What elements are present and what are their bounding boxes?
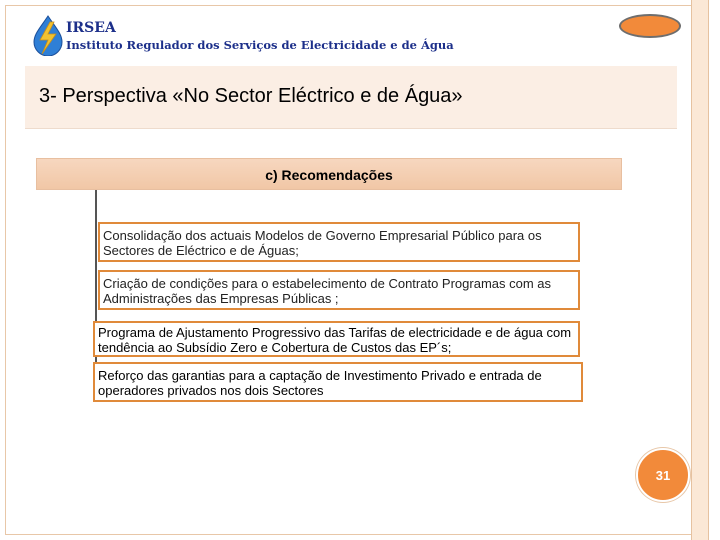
brand-name: IRSEA	[66, 20, 116, 36]
slide-side-strip	[691, 0, 709, 540]
brand-full-name: Instituto Regulador dos Serviços de Electricidade e de Água	[66, 38, 454, 52]
title-band	[25, 66, 677, 129]
slide-title: 3- Perspectiva «No Sector Eléctrico e de Água»	[39, 85, 463, 107]
decorative-oval	[619, 14, 681, 38]
section-label: c) Recomendações	[265, 167, 393, 183]
irsea-logo-icon	[28, 14, 68, 56]
recommendation-item: Reforço das garantias para a captação de Investimento Privado e entrada de operadores privados nos dois Sectores	[93, 362, 583, 402]
recommendation-item: Criação de condições para o estabelecimento de Contrato Programas com as Administrações das Empresas Públicas ;	[98, 270, 580, 310]
page-number-badge: 31	[636, 448, 690, 502]
section-header	[36, 158, 622, 190]
recommendation-item: Consolidação dos actuais Modelos de Governo Empresarial Público para os Sectores de Eléctrico e de Águas;	[98, 222, 580, 262]
recommendation-item: Programa de Ajustamento Progressivo das Tarifas de electricidade e de água com tendência ao Subsídio Zero e Cobertura de Custos das EP´s;	[93, 321, 580, 357]
